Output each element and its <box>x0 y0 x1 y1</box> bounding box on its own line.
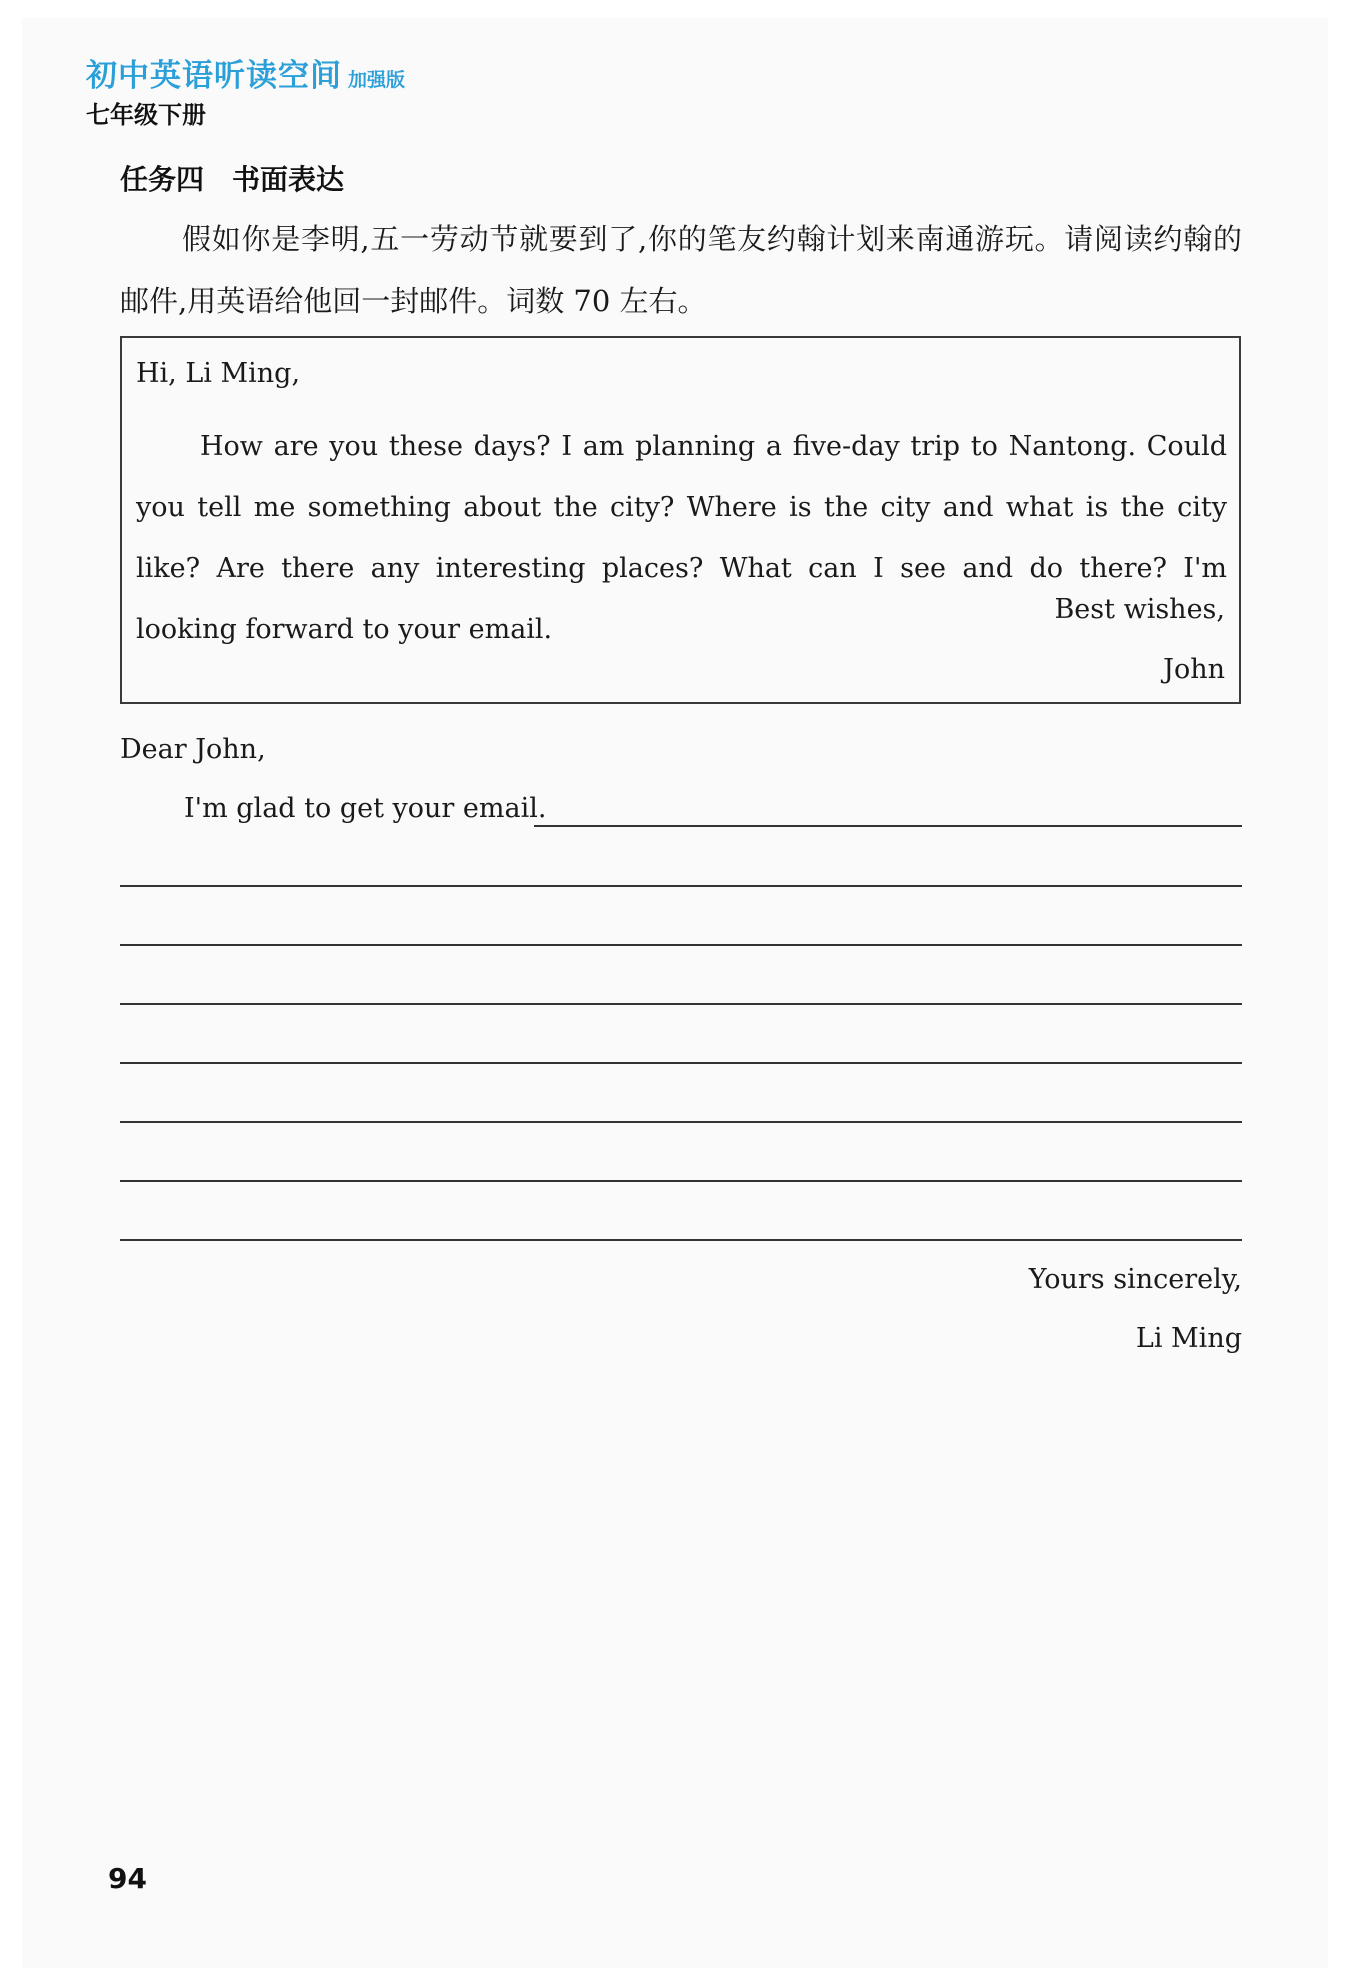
reply-opening: I'm glad to get your email. <box>184 793 547 824</box>
series-subtitle: 加强版 <box>348 69 406 91</box>
answer-line[interactable] <box>120 1003 1242 1005</box>
task-heading: 任务四 书面表达 <box>120 163 345 196</box>
grade-label: 七年级下册 <box>86 101 206 129</box>
email-signature: John <box>1163 654 1225 685</box>
answer-line[interactable] <box>120 944 1242 946</box>
answer-line[interactable] <box>120 1180 1242 1182</box>
email-greeting: Hi, Li Ming, <box>136 358 301 389</box>
answer-line[interactable] <box>120 1121 1242 1123</box>
series-title <box>86 50 405 95</box>
answer-line[interactable] <box>120 1239 1242 1241</box>
task-instruction: 假如你是李明,五一劳动节就要到了,你的笔友约翰计划来南通游玩。请阅读约翰的邮件,用英语给他回一封邮件。词数 70 左右。 <box>120 222 1242 318</box>
answer-line-first[interactable] <box>534 825 1242 827</box>
answer-line[interactable] <box>120 885 1242 887</box>
reply-greeting: Dear John, <box>120 734 266 765</box>
reply-signature: Li Ming <box>1135 1323 1242 1354</box>
email-box <box>120 336 1241 704</box>
page-number: 94 <box>108 1862 147 1895</box>
reply-closing: Yours sincerely, <box>1028 1264 1242 1295</box>
email-body: How are you these days? I am planning a five-day trip to Nantong. Could you tell me something about the city? Where is the city and what is the city like? Are there any interesting places? What can I see and do there? I'm looking forward to your email. <box>136 431 1227 645</box>
series-title-text: 初中英语听读空间 <box>86 58 342 94</box>
answer-line[interactable] <box>120 1062 1242 1064</box>
email-closing: Best wishes, <box>1054 594 1225 625</box>
